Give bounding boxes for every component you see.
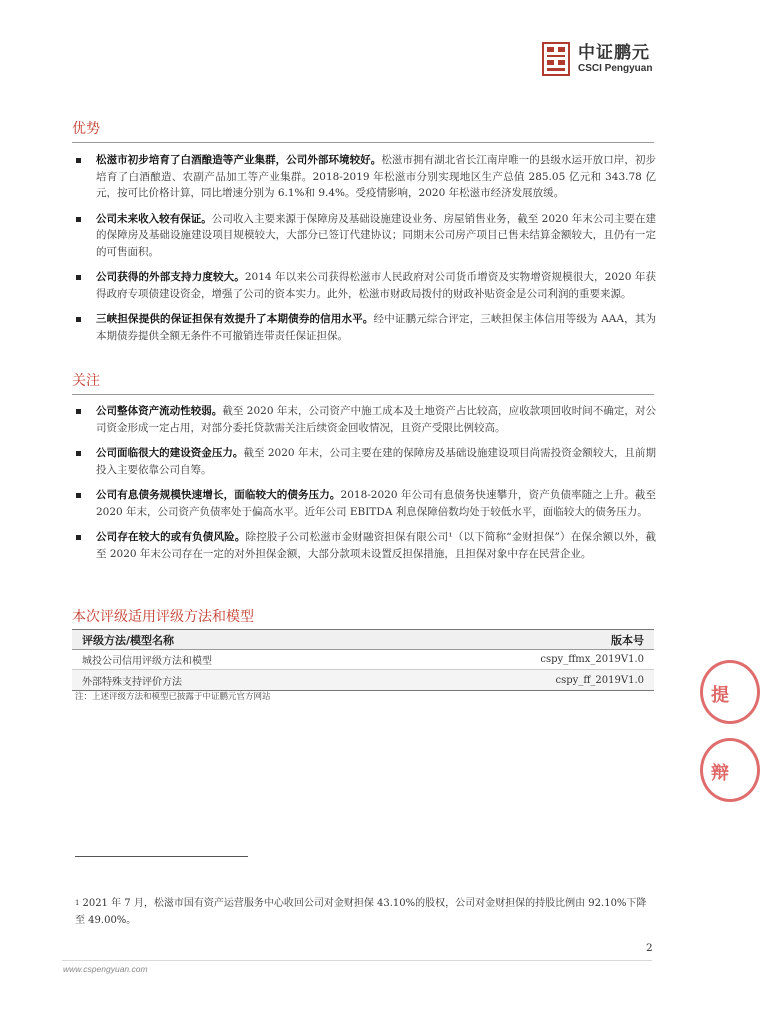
list-item [76,211,656,261]
item-heading: 公司有息债务规模快速增长，面临较大的债务压力。 [96,489,341,501]
bullet-square-icon [76,535,81,540]
item-text: 截至 2020 年末，公司主要在建的保障房及基础设施建设项目尚需投资金额较大，且前期投入主要依靠公司自筹。 [96,447,656,476]
concerns-divider [72,394,654,395]
bullet-square-icon [76,275,81,280]
list-item [76,403,656,436]
advantages-divider [72,142,654,143]
bullet-square-icon [76,317,81,322]
item-heading: 公司整体资产流动性较弱。 [96,405,223,417]
footnote-text: 2021 年 7 月，松滋市国有资产运营服务中心收回公司对金财担保 43.10%的股权，公司对金财担保的持股比例由 92.10%下降至 49.00%。 [75,898,647,926]
item-heading: 三峡担保提供的保证担保有效提升了本期债券的信用水平。 [96,313,374,325]
item-heading: 公司存在较大的或有负债风险。 [96,531,246,543]
column-header-version: 版本号 [611,633,644,647]
item-text: 截至 2020 年末，公司资产中施工成本及土地资产占比较高，应收款项回收时间不确定，对公司资金形成一定占用，对部分委托贷款需关注后续资金回收情况，且资产受限比例较高。 [96,405,656,434]
column-header-name: 评级方法/模型名称 [82,633,175,647]
brand-logo [542,42,652,76]
list-item [76,311,656,344]
footnote-marker: 1 [75,899,80,907]
method-version: cspy_ff_2019V1.0 [555,674,644,686]
bullet-square-icon [76,158,81,163]
table-note: 注：上述评级方法和模型已披露于中证鹏元官方网站 [75,692,271,702]
item-heading: 松滋市初步培育了白酒酿造等产业集群，公司外部环境较好。 [96,154,382,166]
item-text: 除控股子公司松滋市金财融资担保有限公司¹（以下简称“金财担保”）在保余额以外，截至 2020 年末公司存在一定的对外担保金额，大部分款项未设置反担保措施，且担保对象中存在民营企业。 [96,531,656,560]
concerns-list [76,403,656,571]
page-number: 2 [646,942,653,954]
item-text: 经中证鹏元综合评定，三峡担保主体信用等级为 AAA，其为本期债券提供全额无条件不可撤销连带责任保证担保。 [96,313,656,342]
item-heading: 公司获得的外部支持力度较大。 [96,271,245,283]
website-link[interactable]: www.cspengyuan.com [63,964,148,974]
item-heading: 公司面临很大的建设资金压力。 [96,447,244,459]
bullet-square-icon [76,217,81,222]
method-name: 城投公司信用评级方法和模型 [82,656,212,667]
table-header [72,630,654,650]
list-item [76,269,656,302]
list-item [76,152,656,202]
bullet-square-icon [76,493,81,498]
brand-name-en: CSCI Pengyuan [578,63,653,74]
method-version: cspy_ffmx_2019V1.0 [540,654,644,665]
methods-title: 本次评级适用评级方法和模型 [72,609,254,625]
bullet-square-icon [76,451,81,456]
advantages-title: 优势 [72,121,100,137]
item-text: 2014 年以来公司获得松滋市人民政府对公司货币增资及实物增资规模很大，2020 年获得政府专项债建设资金，增强了公司的资本实力。此外，松滋市财政局拨付的财政补贴资金是公司利润的重要来源。 [96,271,656,300]
footnote-divider [75,856,248,857]
item-text: 公司收入主要来源于保障房及基础设施建设业务、房屋销售业务，截至 2020 年末公司主要在建的保障房及基础设施建设项目规模较大，大部分已签订代建协议；同期末公司房产项目已售未结算金额较大，且仍有一定的可售面积。 [96,212,656,258]
item-text: 2018-2020 年公司有息债务快速攀升，资产负债率随之上升。截至 2020 年末，公司资产负债率处于偏高水平。近年公司 EBITDA 利息保障倍数均处于较低水平，面临较大的债务压力。 [96,489,657,518]
concerns-title: 关注 [72,373,100,389]
item-text: 松滋市拥有湖北省长江南岸唯一的县级水运开放口岸，初步培育了白酒酿造、农副产品加工等产业集群。2018-2019 年松滋市分别实现地区生产总值 285.05 亿元和 343.78 亿元，按可比价格计算，同比增速分别为 6.1%和 9.4%。受疫情影响，2020 年松滋市经济发展放缓。 [96,154,657,199]
table-row [72,650,654,670]
list-item [76,529,656,562]
list-item [76,445,656,478]
item-heading: 公司未来收入较有保证。 [96,212,212,225]
brand-logo-icon [542,42,570,76]
methods-table [72,629,654,691]
bullet-square-icon [76,409,81,414]
footer-divider [62,960,652,961]
seal-stamp-icon: 提 [700,660,760,724]
seal-stamp-icon: 辩 [700,738,760,802]
advantages-list [76,152,656,353]
list-item [76,487,656,520]
table-row [72,670,654,690]
brand-name-cn: 中证鹏元 [578,43,650,63]
method-name: 外部特殊支持评价方法 [82,676,182,688]
footnote [75,895,655,929]
